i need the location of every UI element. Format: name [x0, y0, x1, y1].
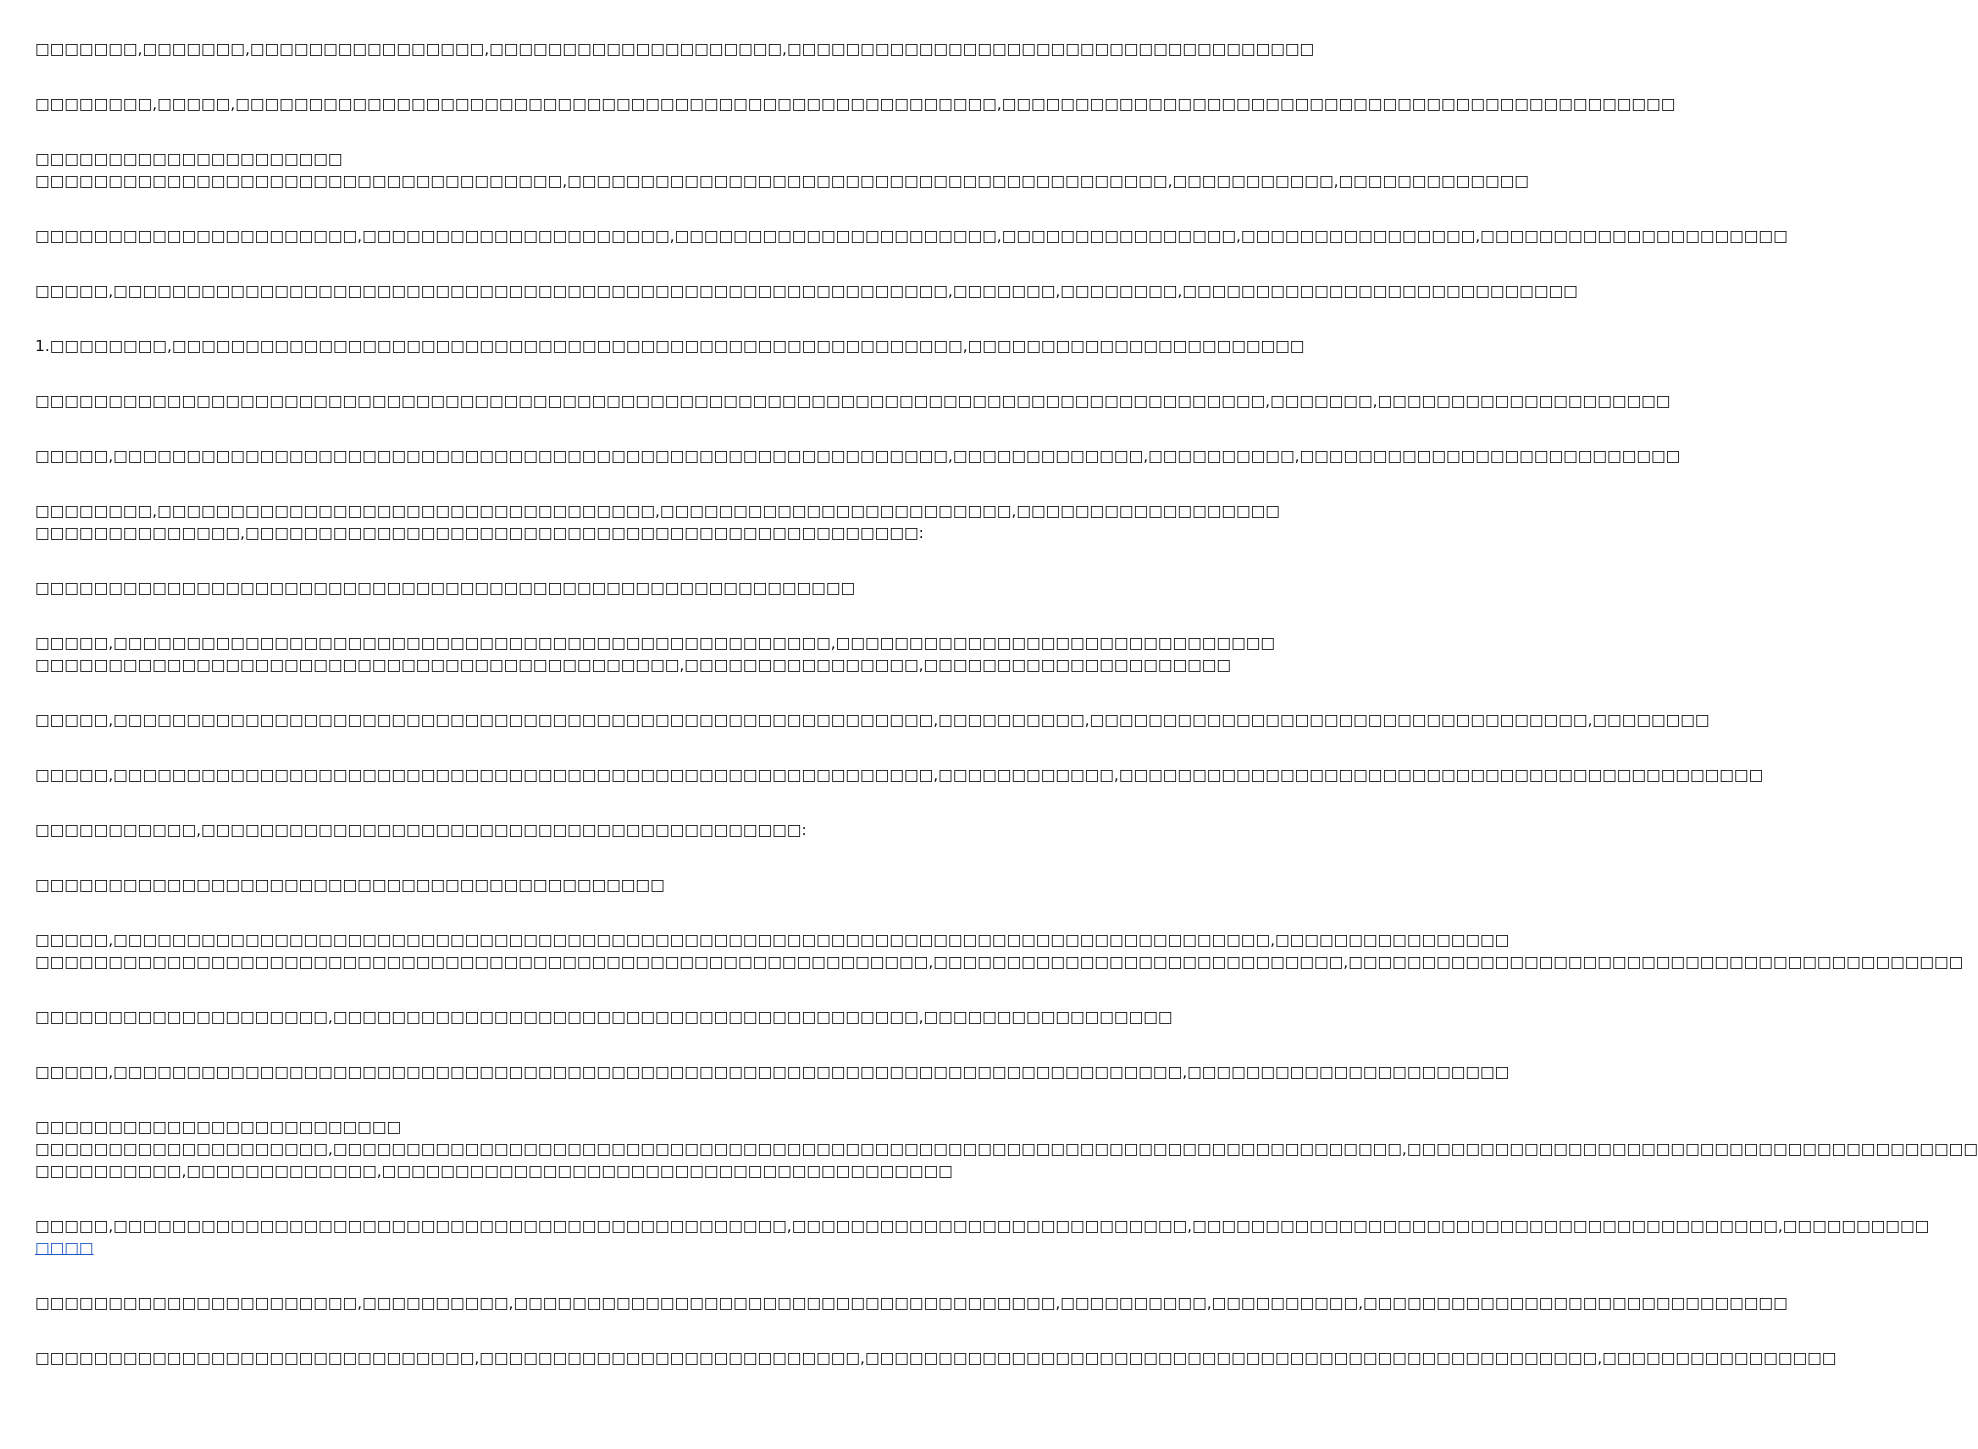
paragraph [35, 1215, 1930, 1259]
text-line: □□□□□,□□□□□□□□□□□□□□□□□□□□□□□□□□□□□□□□□□□□□□□□□□□□□□□□□□□□□□□□□□□□□□□□□□□□□□□□□□□□□□□,□□□□□□□□□□□□□□□□ [35, 931, 1510, 949]
document-body [35, 38, 1978, 1402]
paragraph [35, 709, 1710, 731]
text-line: □□□□□□□□□□□□□□□□□□□□□□□□□□□□□□□□□□□□□□□□□□□□□□□□□□□□□□□□□□□□□□□□□□□□□□□□□□□□□□□□□□□□,□□□□□□□,□□□□□□□□□□□□□□□□□□□□ [35, 392, 1671, 410]
paragraph [35, 148, 1529, 192]
paragraph [35, 38, 1315, 60]
text-line: □□□□□□□,□□□□□□□,□□□□□□□□□□□□□□□□,□□□□□□□□□□□□□□□□□□□□,□□□□□□□□□□□□□□□□□□□□□□□□□□□□□□□□□□□□ [35, 40, 1315, 58]
text-line: □□□□□,□□□□□□□□□□□□□□□□□□□□□□□□□□□□□□□□□□□□□□□□□□□□□□□□□□□□□□□□□,□□□□□□□,□□□□□□□□,□□□□□□□□□□□□□□□□□□□□□□□□□□□ [35, 282, 1578, 300]
paragraph [35, 1292, 1788, 1314]
paragraph [35, 280, 1578, 302]
text-line: □□□□□□□□□□□□□□□□□□□□□□□□□ [35, 1118, 402, 1136]
text-line [35, 1237, 990, 1259]
text-line: □□□□□□□□,□□□□□,□□□□□□□□□□□□□□□□□□□□□□□□□□□□□□□□□□□□□□□□□□□□□□□□□□□□,□□□□□□□□□□□□□□□□□□□□□□□□□□□□□□□□□□□□□□□□□□□□□□ [35, 95, 1676, 113]
paragraph [35, 93, 1676, 115]
text-line: □□□□□□□□□□□□□□□□□□□□□□□□□□□□□□□□□□□□□□□□□□□ [35, 876, 665, 894]
paragraph [35, 1347, 1837, 1369]
text-line: □□□□□,□□□□□□□□□□□□□□□□□□□□□□□□□□□□□□□□□□□□□□□□□□□□□□□□□,□□□□□□□□□□□□□□□□□□□□□□□□□□□□□□ [35, 634, 1276, 652]
text-line: □□□□□□□□,□□□□□□□□□□□□□□□□□□□□□□□□□□□□□□□□□□,□□□□□□□□□□□□□□□□□□□□□□□□,□□□□□□□□□□□□□□□□□□ [35, 502, 1280, 520]
text-line: □□□□□□□□□□□□□□□□□□□□□□,□□□□□□□□□□,□□□□□□□□□□□□□□□□□□□□□□□□□□□□□□□□□□□□□,□□□□□□□□□□,□□□□□□□□□□,□□□□□□□□□□□□□□□□□□□□□□□□□□□□□ [35, 1294, 1788, 1312]
inline-link[interactable]: □□□□ [35, 1239, 94, 1257]
text-line: □□□□□□□□□□,□□□□□□□□□□□□□,□□□□□□□□□□□□□□□□□□□□□□□□□□□□□□□□□□□□□□□ [35, 1162, 953, 1180]
paragraph [35, 929, 1964, 973]
text-line: □□□□□□□□□□□□□□,□□□□□□□□□□□□□□□□□□□□□□□□□□□□□□□□□□□□□□□□□□□□□□: [35, 524, 924, 542]
text-line: □□□□□□□□□□□□□□□□□□□□□□,□□□□□□□□□□□□□□□□□□□□□,□□□□□□□□□□□□□□□□□□□□□□,□□□□□□□□□□□□□□□□,□□□□□□□□□□□□□□□□,□□□□□□□□□□□□□□□□□□□□□ [35, 227, 1788, 245]
text-line: □□□□□□□□□□□□□□□□□□□□□□□□□□□□□□□□□□□□□□□□□□□□□□□□□□□□□□□□□□□□□,□□□□□□□□□□□□□□□□□□□□□□□□□□□□,□□□□□□□□□□□□□□□□□□□□□□□□□□□□□□□□□□□□□□□□□□ [35, 953, 1964, 971]
text-line: 1.□□□□□□□□,□□□□□□□□□□□□□□□□□□□□□□□□□□□□□□□□□□□□□□□□□□□□□□□□□□□□□□,□□□□□□□□□□□□□□□□□□□□□□□ [35, 337, 1305, 355]
text-line: □□□□□□□□□□□,□□□□□□□□□□□□□□□□□□□□□□□□□□□□□□□□□□□□□□□□□: [35, 821, 807, 839]
text-line: □□□□□,□□□□□□□□□□□□□□□□□□□□□□□□□□□□□□□□□□□□□□□□□□□□□□□□□□□□□□□□,□□□□□□□□□□,□□□□□□□□□□□□□□□□□□□□□□□□□□□□□□□□□□,□□□□□□□□ [35, 711, 1710, 729]
paragraph [35, 819, 990, 841]
paragraph [35, 390, 1671, 412]
text-line: □□□□□,□□□□□□□□□□□□□□□□□□□□□□□□□□□□□□□□□□□□□□□□□□□□□□,□□□□□□□□□□□□□□□□□□□□□□□□□□□,□□□□□□□□□□□□□□□□□□□□□□□□□□□□□□□□□□□□□□□□,□□□□□□□□□□ [35, 1217, 1930, 1235]
paragraph [35, 632, 1276, 676]
paragraph [35, 874, 990, 896]
text-line: □□□□□□□□□□□□□□□□□□□□□ [35, 150, 343, 168]
paragraph [35, 225, 1788, 247]
text-line: □□□□□□□□□□□□□□□□□□□□□□□□□□□□□□□□□□□□,□□□□□□□□□□□□□□□□□□□□□□□□□□□□□□□□□□□□□□□□□,□□□□□□□□□□□,□□□□□□□□□□□□□ [35, 172, 1529, 190]
paragraph [35, 577, 990, 599]
paragraph [35, 445, 1681, 467]
text-line: □□□□□,□□□□□□□□□□□□□□□□□□□□□□□□□□□□□□□□□□□□□□□□□□□□□□□□□□□□□□□□□,□□□□□□□□□□□□□,□□□□□□□□□□,□□□□□□□□□□□□□□□□□□□□□□□□□□ [35, 447, 1681, 465]
paragraph [35, 335, 1305, 357]
paragraph [35, 1061, 1510, 1083]
text-line: □□□□□□□□□□□□□□□□□□□□,□□□□□□□□□□□□□□□□□□□□□□□□□□□□□□□□□□□□□□□□,□□□□□□□□□□□□□□□□□ [35, 1008, 1173, 1026]
paragraph [35, 764, 1764, 786]
text-line: □□□□□□□□□□□□□□□□□□□□□□□□□□□□□□,□□□□□□□□□□□□□□□□□□□□□□□□□□,□□□□□□□□□□□□□□□□□□□□□□□□□□□□□□□□□□□□□□□□□□□□□□□□□□,□□□□□□□□□□□□□□□□ [35, 1349, 1837, 1367]
paragraph [35, 500, 1280, 544]
text-line: □□□□□□□□□□□□□□□□□□□□□□□□□□□□□□□□□□□□□□□□□□□□,□□□□□□□□□□□□□□□□,□□□□□□□□□□□□□□□□□□□□□ [35, 656, 1232, 674]
paragraph [35, 1006, 1173, 1028]
text-line: □□□□□,□□□□□□□□□□□□□□□□□□□□□□□□□□□□□□□□□□□□□□□□□□□□□□□□□□□□□□□□□□□□□□□□□□□□□□□□□,□□□□□□□□□□□□□□□□□□□□□□ [35, 1063, 1510, 1081]
text-line: □□□□□□□□□□□□□□□□□□□□,□□□□□□□□□□□□□□□□□□□□□□□□□□□□□□□□□□□□□□□□□□□□□□□□□□□□□□□□□□□□□□□□□□□□□□□□□,□□□□□□□□□□□□□□□□□□□□□□□□□□□□□□□□□□□□□□□ [35, 1140, 1978, 1158]
text-line: □□□□□,□□□□□□□□□□□□□□□□□□□□□□□□□□□□□□□□□□□□□□□□□□□□□□□□□□□□□□□□,□□□□□□□□□□□□,□□□□□□□□□□□□□□□□□□□□□□□□□□□□□□□□□□□□□□□□□□□□ [35, 766, 1764, 784]
text-line: □□□□□□□□□□□□□□□□□□□□□□□□□□□□□□□□□□□□□□□□□□□□□□□□□□□□□□□□ [35, 579, 856, 597]
paragraph [35, 1116, 1978, 1182]
